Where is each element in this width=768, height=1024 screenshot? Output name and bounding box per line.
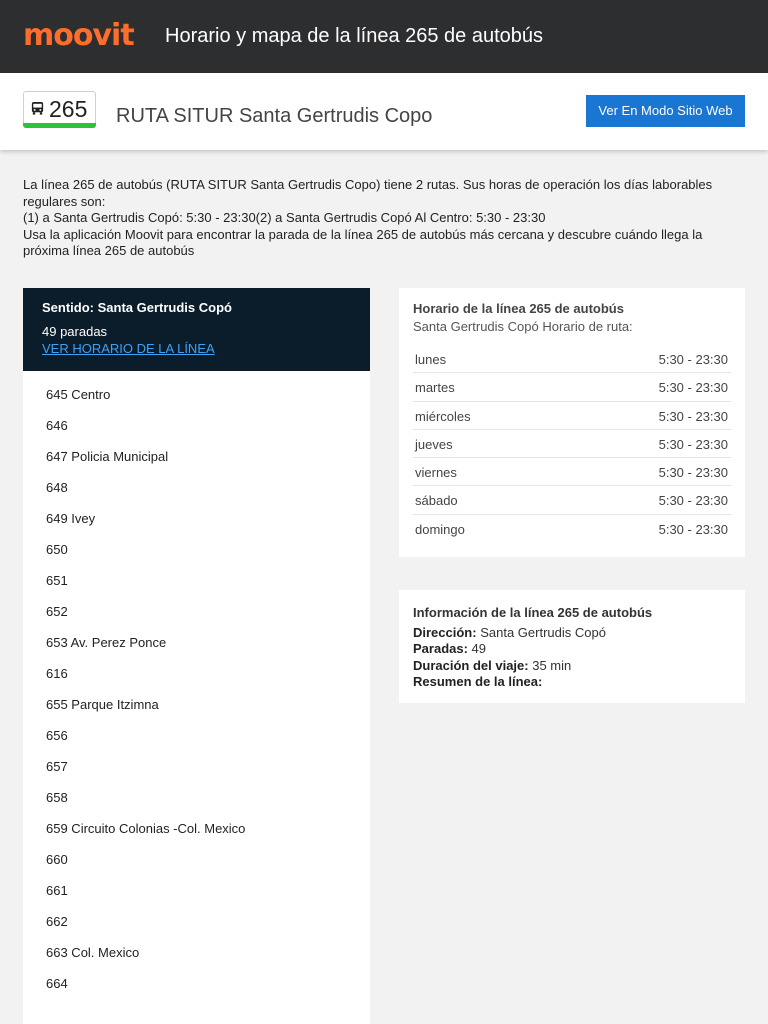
schedule-row: [413, 486, 731, 514]
schedule-day: martes: [415, 380, 455, 396]
stop-item[interactable]: 659 Circuito Colonias -Col. Mexico: [46, 821, 246, 836]
direction-title: Sentido: Santa Gertrudis Copó: [42, 300, 232, 315]
schedule-hours: 5:30 - 23:30: [658, 380, 728, 396]
line-badge: [23, 91, 96, 128]
stop-item[interactable]: 658: [46, 790, 68, 805]
schedule-row: [413, 430, 731, 458]
top-header: [0, 0, 768, 73]
stop-item[interactable]: 646: [46, 418, 68, 433]
schedule-row: [413, 373, 731, 401]
schedule-hours: 5:30 - 23:30: [658, 352, 728, 367]
page-title: Horario y mapa de la línea 265 de autobús: [165, 25, 544, 47]
stop-item[interactable]: 648: [46, 480, 68, 495]
schedule-day: lunes: [415, 352, 447, 367]
schedule-hours: 5:30 - 23:30: [658, 465, 728, 481]
stop-item[interactable]: 657: [46, 759, 68, 774]
stop-item[interactable]: 660: [46, 852, 68, 867]
schedule-hours: 5:30 - 23:30: [658, 493, 728, 509]
route-name: RUTA SITUR Santa Gertrudis Copo: [116, 105, 433, 127]
schedule-row: [413, 402, 731, 430]
direction-label: Dirección:: [413, 625, 477, 640]
stop-item[interactable]: 655 Parque Itzimna: [46, 697, 159, 712]
intro-line-2: (1) a Santa Gertrudis Copó: 5:30 - 23:30(2) a Santa Gertrudis Copó Al Centro: 5:30 - 23:30: [23, 210, 546, 225]
stop-item[interactable]: 645 Centro: [46, 387, 111, 402]
stop-item[interactable]: 663 Col. Mexico: [46, 945, 140, 960]
direction-value: Santa Gertrudis Copó: [480, 625, 606, 640]
schedule-hours: 5:30 - 23:30: [658, 436, 728, 452]
line-header-bar: [0, 73, 768, 150]
intro-text: [23, 177, 745, 260]
stop-item[interactable]: 649 Ivey: [46, 511, 96, 526]
stops-value: 49: [471, 641, 487, 657]
stop-item[interactable]: 651: [46, 573, 68, 588]
stop-item[interactable]: 652: [46, 604, 68, 619]
stop-list: [23, 371, 370, 991]
info-title: Información de la línea 265 de autobús: [413, 605, 653, 620]
view-schedule-link[interactable]: VER HORARIO DE LA LÍNEA: [42, 341, 215, 356]
schedule-day: sábado: [415, 493, 458, 509]
view-website-button[interactable]: Ver En Modo Sitio Web: [586, 95, 745, 127]
intro-line-1: La línea 265 de autobús (RUTA SITUR Santa Gertrudis Copo) tiene 2 rutas. Sus horas de operación los días laborables regulares son:: [23, 177, 713, 209]
schedule-card: [399, 288, 745, 557]
schedule-row: [413, 458, 731, 486]
stop-count: 49 paradas: [42, 324, 108, 339]
schedule-day: viernes: [415, 465, 457, 481]
duration-value: 35 min: [532, 657, 572, 673]
schedule-table: [413, 345, 731, 543]
stop-item[interactable]: 650: [46, 542, 68, 557]
schedule-title: Horario de la línea 265 de autobús: [413, 301, 624, 316]
schedule-hours: 5:30 - 23:30: [658, 521, 728, 537]
schedule-day: jueves: [415, 436, 453, 452]
stop-item[interactable]: 647 Policia Municipal: [46, 449, 169, 464]
schedule-row: [413, 515, 731, 543]
schedule-row: [413, 345, 731, 373]
stop-item[interactable]: 664: [46, 976, 68, 991]
stop-item[interactable]: 653 Av. Perez Ponce: [46, 635, 167, 650]
intro-line-3: Usa la aplicación Moovit para encontrar la parada de la línea 265 de autobús más cercana y descubre cuándo llega la próxima línea 265 de autobús: [23, 226, 703, 258]
stop-item[interactable]: 616: [46, 666, 68, 681]
duration-label: Duración del viaje:: [413, 657, 529, 673]
schedule-hours: 5:30 - 23:30: [658, 408, 728, 424]
summary-label: Resumen de la línea:: [413, 673, 543, 689]
direction-card: [23, 288, 370, 1024]
stop-item[interactable]: 662: [46, 914, 68, 929]
badge-accent-bar: [23, 123, 96, 128]
schedule-subtitle: Santa Gertrudis Copó Horario de ruta:: [413, 319, 633, 334]
schedule-day: miércoles: [415, 408, 471, 424]
line-number: 265: [49, 96, 88, 122]
stop-item[interactable]: 661: [46, 883, 68, 898]
schedule-day: domingo: [415, 521, 465, 537]
stop-item[interactable]: 656: [46, 728, 68, 743]
direction-header: [23, 288, 370, 371]
bus-icon: [30, 101, 45, 116]
line-info-card: [399, 590, 745, 703]
stops-label: Paradas:: [413, 641, 468, 657]
info-details: [413, 625, 606, 690]
moovit-logo[interactable]: moovit: [23, 18, 134, 53]
